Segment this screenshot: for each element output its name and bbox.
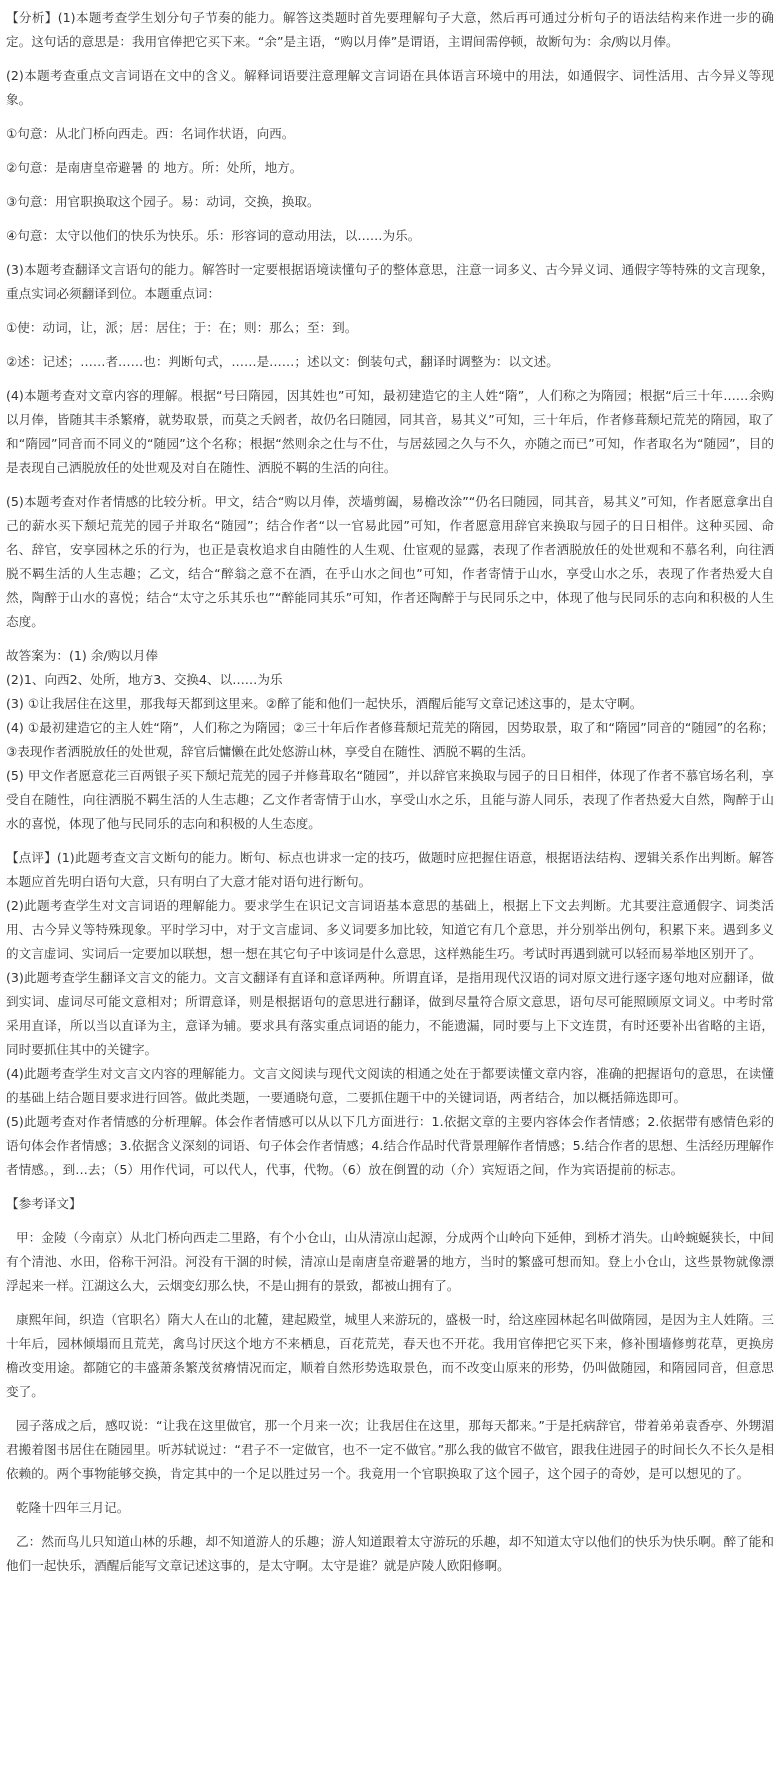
translation-paragraph: 乙：然而鸟儿只知道山林的乐趣，却不知道游人的乐趣；游人知道跟着太守游玩的乐趣，却不知道太守以他们的快乐为快乐啊。醉了能和他们一起快乐，酒醒后能写文章记述这事的，是太守啊。太守是谁？就是庐陵人欧阳修啊。 bbox=[6, 1534, 774, 1573]
comment-line: (2)此题考查学生对文言词语的理解能力。要求学生在识记文言词语基本意思的基础上，根据上下文去判断。尤其要注意通假字、词类活用、古今异义等特殊现象。平时学习中，对于文言虚词、多义词要多加比较，知道它有几个意思，并分别举出例句，积累下来。遇到多义的文言虚词、实词后一定要加以联想，想一想在其它句子中该词是什么意思，这样熟能生巧。考试时再遇到就可以轻而易举地区别开了。 bbox=[6, 898, 774, 961]
comment-line: (3)此题考查学生翻译文言文的能力。文言文翻译有直译和意译两种。所谓直译，是指用现代汉语的词对原文进行逐字逐句地对应翻译，做到实词、虚词尽可能文意相对；所谓意译，则是根据语句的意思进行翻译，做到尽量符合原文意思，语句尽可能照顾原文词义。中考时常采用直译，所以当以直译为主，意译为辅。要求具有落实重点词语的能力，不能遗漏，同时要与上下文连贯，有时还要补出省略的主语，同时要抓住其中的关键字。 bbox=[6, 970, 774, 1057]
comment-line: (4)此题考查学生对文言文内容的理解能力。文言文阅读与现代文阅读的相通之处在于都要读懂文章内容，准确的把握语句的意思，在读懂的基础上结合题目要求进行回答。做此类题，一要通晓句意，二要抓住题干中的关键词语，两者结合，加以概括筛选即可。 bbox=[6, 1066, 774, 1105]
comment-line: 【点评】(1)此题考查文言文断句的能力。断句、标点也讲求一定的技巧，做题时应把握住语意，根据语法结构、逻辑关系作出判断。解答本题应首先明白语句大意，只有明白了大意才能对语句进行断句。 bbox=[6, 850, 774, 889]
analysis-paragraph: ②述：记述；……者……也：判断句式，……是……；述以文：倒装句式，翻译时调整为：以文述。 bbox=[6, 354, 559, 369]
answer-line: (5) 甲文作者愿意花三百两银子买下颓圮荒芜的园子并修葺取名“随园”，并以辞官来换取与园子的日日相伴，体现了作者不慕官场名利，享受自在随性，向往洒脱不羁生活的人生志趣；乙文作者寄情于山水，享受山水之乐，且能与游人同乐，表现了作者热爱大自然，陶醉于山水的喜悦，体现了他与民同乐的志向和积极的人生态度。 bbox=[6, 768, 774, 831]
analysis-paragraph: (2)本题考查重点文言词语在文中的含义。解释词语要注意理解文言词语在具体语言环境中的用法，如通假字、词性活用、古今异义等现象。 bbox=[6, 68, 774, 107]
analysis-paragraph: ①使：动词，让，派；居：居住；于：在；则：那么；至：到。 bbox=[6, 320, 358, 335]
translation-heading: 【参考译文】 bbox=[6, 1196, 82, 1211]
comment-line: (5)此题考查对作者情感的分析理解。体会作者情感可以从以下几方面进行：1.依据文章的主要内容体会作者情感；2.依据带有感情色彩的语句体会作者情感；3.依据含义深刻的词语、句子体会作者情感；4.结合作品时代背景理解作者情感；5.结合作者的思想、生活经历理解作者情感。，到…去；（5）用作代词，可以代人，代事，代物。（6）放在倒置的动（介）宾短语之间，作为宾语提前的标志。 bbox=[6, 1114, 774, 1177]
analysis-paragraph: ③句意：用官职换取这个园子。易：动词，交换，换取。 bbox=[6, 194, 320, 209]
translation-paragraph: 园子落成之后，感叹说：“让我在这里做官，那一个月来一次；让我居住在这里，那每天都来。”于是托病辞官，带着弟弟袁香亭、外甥湄君搬着图书居住在随园里。听苏轼说过：“君子不一定做官，也不一定不做官。”那么我的做官不做官，跟我住进园子的时间长久不长久是相依赖的。两个事物能够交换，肯定其中的一个足以胜过另一个。我竟用一个官职换取了这个园子，这个园子的奇妙，是可以想见的了。 bbox=[6, 1418, 774, 1481]
analysis-paragraph: ④句意：太守以他们的快乐为快乐。乐：形容词的意动用法，以……为乐。 bbox=[6, 228, 421, 243]
translation-paragraph: 乾隆十四年三月记。 bbox=[16, 1500, 130, 1515]
analysis-paragraph: (5)本题考查对作者情感的比较分析。甲文，结合“购以月俸，茨墙剪阖，易檐改涂”“仍名曰随园，同其音，易其义”可知，作者愿意拿出自己的薪水买下颓圮荒芜的园子并取名“随园”；结合作者“以一官易此园”可知，作者愿意用辞官来换取与园子的日日相伴。这种买园、命名、辞官，安享园林之乐的行为，也正是袁枚追求自由随性的人生观、仕宦观的显露，表现了作者洒脱放任的处世观和不慕名利，向往洒脱不羁生活的人生志趣；乙文，结合“醉翁之意不在酒，在乎山水之间也”可知，作者寄情于山水，享受山水之乐，表现了作者热爱大自然，陶醉于山水的喜悦；结合“太守之乐其乐也”“醉能同其乐”可知，作者还陶醉于与民同乐之中，体现了他与民同乐的志向和积极的人生态度。 bbox=[6, 494, 774, 629]
answers-section bbox=[6, 644, 774, 836]
answer-line: 故答案为：(1) 余/购以月俸 bbox=[6, 648, 159, 663]
analysis-paragraph: (3)本题考查翻译文言语句的能力。解答时一定要根据语境读懂句子的整体意思，注意一词多义、古今异义词、通假字等特殊的文言现象，重点实词必须翻译到位。本题重点词： bbox=[6, 262, 774, 301]
answer-line: (4) ①最初建造它的主人姓“隋”，人们称之为隋园；②三十年后作者修葺颓圮荒芜的隋园，因势取景，取了和“隋园”同音的“随园”的名称；③表现作者洒脱放任的处世观，辞官后慵懒在此处悠游山林，享受自在随性、洒脱不羁的生活。 bbox=[6, 720, 774, 759]
translation-paragraph: 康熙年间，织造（官职名）隋大人在山的北麓，建起殿堂，城里人来游玩的，盛极一时，给这座园林起名叫做隋园，是因为主人姓隋。三十年后，园林倾塌而且荒芜，禽鸟讨厌这个地方不来栖息，百花荒芜，春天也不开花。我用官俸把它买下来，修补围墙修剪花草，更换房檐改变用途。都随它的丰盛萧条繁茂贫瘠情况而定，顺着自然形势选取景色，而不改变山原来的形势，仍叫做随园，和隋园同音，但意思变了。 bbox=[6, 1312, 774, 1399]
analysis-paragraph: 【分析】(1)本题考查学生划分句子节奏的能力。解答这类题时首先要理解句子大意，然后再可通过分析句子的语法结构来作进一步的确定。这句话的意思是：我用官俸把它买下来。“余”是主语，“购以月俸”是谓语，主谓间需停顿，故断句为：余/购以月俸。 bbox=[6, 10, 774, 49]
translation-section bbox=[6, 1192, 774, 1578]
analysis-section bbox=[6, 6, 774, 634]
translation-paragraph: 甲：金陵（今南京）从北门桥向西走二里路，有个小仓山，山从清凉山起源，分成两个山岭向下延伸，到桥才消失。山岭蜿蜒狭长，中间有个清池、水田，俗称干河沿。河没有干涸的时候，清凉山是南唐皇帝避暑的地方，当时的繁盛可想而知。登上小仓山，这些景物就像漂浮起来一样。江湖这么大，云烟变幻那么快，不是山拥有的景致，都被山拥有了。 bbox=[6, 1230, 774, 1293]
analysis-paragraph: (4)本题考查对文章内容的理解。根据“号曰隋园，因其姓也”可知，最初建造它的主人姓“隋”，人们称之为隋园；根据“后三十年……余购以月俸，皆随其丰杀繁瘠，就势取景，而莫之夭阏者，故仍名曰随园，同其音，易其义”可知，三十年后，作者修葺颓圮荒芜的隋园，取了和“隋园”同音而不同义的“随园”这个名称；根据“然则余之仕与不仕，与居兹园之久与不久，亦随之而已”可知，作者取名为“随园”，目的是表现自己洒脱放任的处世观及对自在随性、洒脱不羁的生活的向往。 bbox=[6, 388, 774, 475]
answer-line: (3) ①让我居住在这里，那我每天都到这里来。②醉了能和他们一起快乐，酒醒后能写文章记述这事的，是太守啊。 bbox=[6, 696, 643, 711]
analysis-paragraph: ②句意：是南唐皇帝避暑 的 地方。所：处所，地方。 bbox=[6, 160, 303, 175]
analysis-paragraph: ①句意：从北门桥向西走。西：名词作状语，向西。 bbox=[6, 126, 295, 141]
comments-section bbox=[6, 846, 774, 1182]
answer-line: (2)1、向西2、处所，地方3、交换4、以……为乐 bbox=[6, 672, 283, 687]
